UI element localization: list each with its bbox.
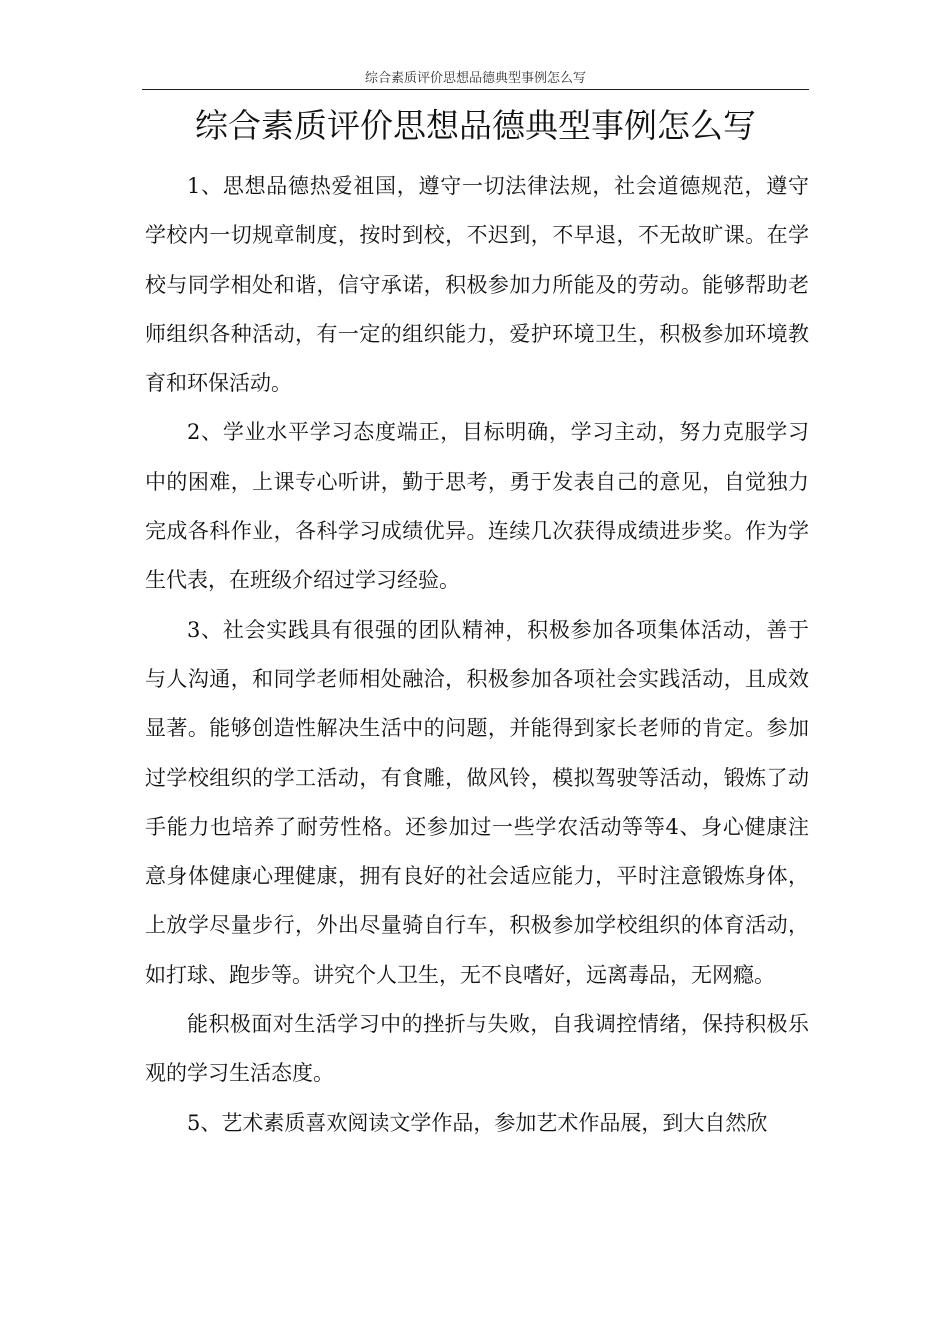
document-body [145,162,809,1148]
paragraph-social-practice: 3、社会实践具有很强的团队精神，积极参加各项集体活动，善于与人沟通，和同学老师相处融洽，积极参加各项社会实践活动，且成效显著。能够创造性解决生活中的问题，并能得到家长老师的肯定。参加过学校组织的学工活动，有食雕，做风铃，模拟驾驶等活动，锻炼了动手能力也培养了耐劳性格。还参加过一些学农活动等等4、身心健康注意身体健康心理健康，拥有良好的社会适应能力，平时注意锻炼身体，上放学尽量步行，外出尽量骑自行车，积极参加学校组织的体育活动，如打球、跑步等。讲究个人卫生，无不良嗜好，远离毒品，无网瘾。 [145,617,809,987]
document-title: 综合素质评价思想品德典型事例怎么写 [195,106,756,145]
paragraph-positive-attitude: 能积极面对生活学习中的挫折与失败，自我调控情绪，保持积极乐观的学习生活态度。 [145,1012,809,1086]
header-divider [142,89,809,90]
paragraph-artistic-quality: 5、艺术素质喜欢阅读文学作品，参加艺术作品展，到大自然欣 [187,1110,768,1135]
paragraph-academic-level: 2、学业水平学习态度端正，目标明确，学习主动，努力克服学习中的困难，上课专心听讲，勤于思考，勇于发表自己的意见，自觉独力完成各科作业，各科学习成绩优异。连续几次获得成绩进步奖。作为学生代表，在班级介绍过学习经验。 [145,420,809,593]
running-header: 综合素质评价思想品德典型事例怎么写 [364,71,586,86]
paragraph-moral-character: 1、思想品德热爱祖国，遵守一切法律法规，社会道德规范，遵守学校内一切规章制度，按时到校，不迟到，不早退，不无故旷课。在学校与同学相处和谐，信守承诺，积极参加力所能及的劳动。能够帮助老师组织各种活动，有一定的组织能力，爱护环境卫生，积极参加环境教育和环保活动。 [145,174,809,396]
